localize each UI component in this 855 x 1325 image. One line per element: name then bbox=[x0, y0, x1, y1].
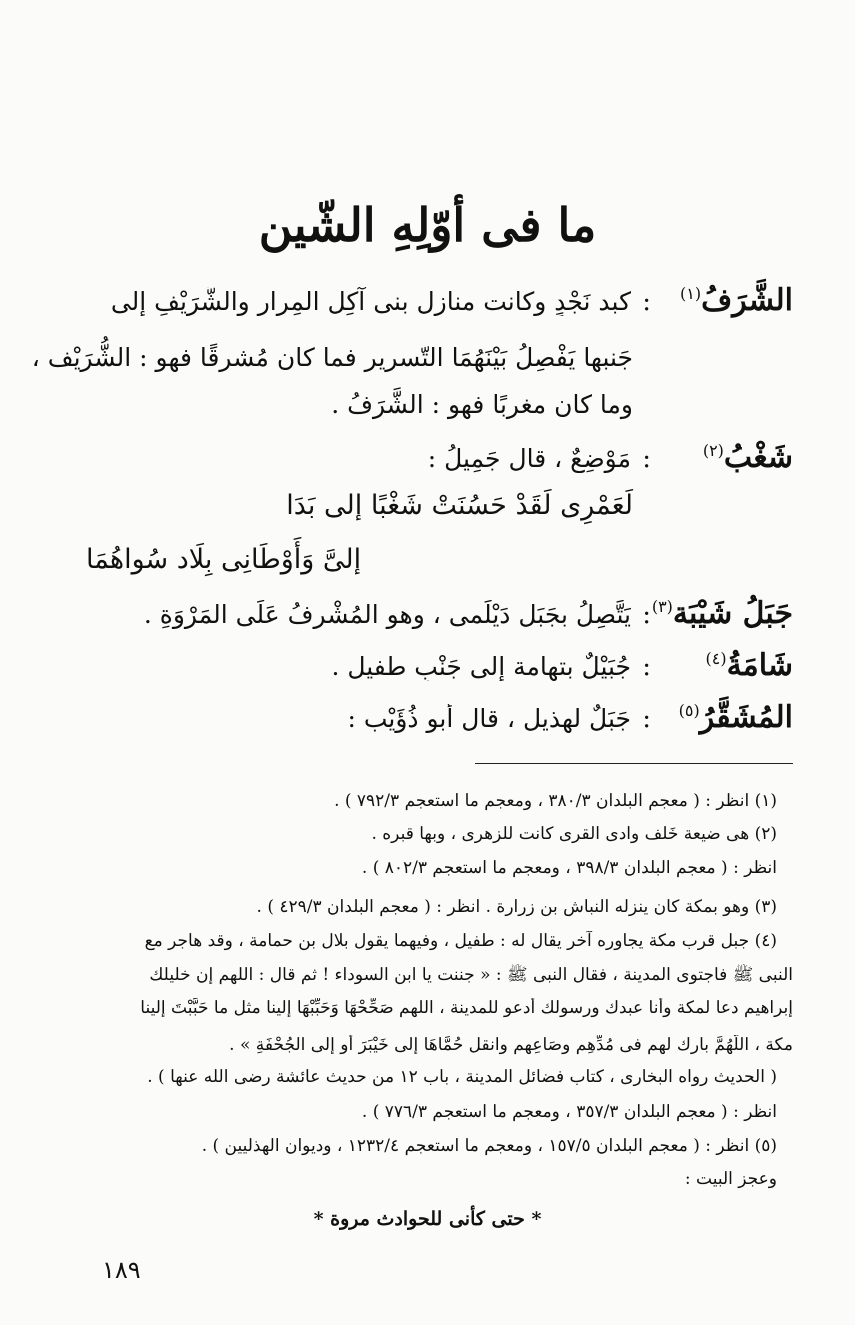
footnote-line: ( الحديث رواه البخارى ، كتاب فضائل المدينة ، باب ١٢ من حديث عائشة رضى الله عنها ) . bbox=[147, 1067, 777, 1087]
footnote-ref: (٥) bbox=[678, 701, 700, 720]
footnote-divider bbox=[475, 763, 793, 764]
entry-definition: جَبَلٌ لهذيل ، قال أبو ذُؤَيْب : bbox=[347, 704, 631, 733]
footnote-line: (٢) هى ضيعة خَلف وادى القرى كانت للزهرى ، وبها قبره . bbox=[371, 824, 777, 844]
footnote-line: إبراهيم دعا لمكة وأنا عبدك ورسولك أدعو للمدينة ، اللهم صَحِّحْهَا وَحَبِّبْهَا إلينا مثل ما حَبَّبْتَ إلينا bbox=[140, 998, 793, 1018]
footnote-ref: (١) bbox=[680, 284, 702, 303]
entry-definition: جُبَيْلٌ بتهامة إلى جَنْبِ طفيل . bbox=[331, 652, 631, 681]
entry-shaghb bbox=[70, 440, 793, 494]
footnote-ref: (٢) bbox=[702, 441, 724, 460]
entry-colon: : bbox=[642, 444, 651, 474]
entry-al-sharaf bbox=[70, 283, 793, 337]
entry-headword: المُشَقَّرُ$^{(٥)}$ bbox=[678, 700, 793, 735]
entry-headword: شَامَةُ$^{(٤)}$ bbox=[705, 648, 793, 683]
footnote-line: النبى ﷺ فاجتوى المدينة ، فقال النبى ﷺ : « جننت يا ابن السوداء ! ثم قال : اللهم إن خليلك bbox=[149, 965, 793, 985]
footnote-line: انظر : ( معجم البلدان ٣٩٨/٣ ، ومعجم ما استعجم ٨٠٢/٣ ) . bbox=[361, 858, 777, 878]
footnote-ref: (٣) bbox=[651, 597, 673, 616]
footnote-line: وعجز البيت : bbox=[684, 1169, 777, 1189]
footnote-line: (٥) انظر : ( معجم البلدان ١٥٧/٥ ، ومعجم ما استعجم ١٢٣٢/٤ ، وديوان الهذليين ) . bbox=[201, 1136, 777, 1156]
page-title: ما فى أوّلِهِ الشّين bbox=[258, 198, 597, 252]
entry-definition: مَوْضِعٌ ، قال جَمِيلُ : bbox=[427, 444, 631, 473]
entry-colon: : bbox=[642, 652, 651, 682]
entry-al-mushaqqar bbox=[70, 700, 793, 754]
quoted-hemistich: * حتى كأنى للحوادث مروة * bbox=[313, 1208, 542, 1230]
entry-colon: : bbox=[642, 287, 651, 317]
footnote-line: (١) انظر : ( معجم البلدان ٣٨٠/٣ ، ومعجم ما استعجم ٧٩٢/٣ ) . bbox=[334, 791, 777, 811]
entry-definition: يَتَّصِلُ بجَبَلِ دَيْلَمى ، وهو المُشْرِفُ عَلَى المَرْوَةِ . bbox=[143, 600, 631, 629]
entry-shama bbox=[70, 648, 793, 702]
entry-colon: : bbox=[642, 600, 651, 630]
entry-colon: : bbox=[642, 704, 651, 734]
footnote-ref: (٤) bbox=[705, 649, 727, 668]
page-number: ١٨٩ bbox=[102, 1256, 141, 1284]
footnote-line: انظر : ( معجم البلدان ٣٥٧/٣ ، ومعجم ما استعجم ٧٧٦/٣ ) . bbox=[361, 1102, 777, 1122]
footnote-line: (٤) جبل قرب مكة يجاوره آخر يقال له : طفيل ، وفيهما يقول بلال بن حمامة ، وقد هاجر مع bbox=[144, 931, 777, 951]
footnote-line: مكة ، اللَّهُمَّ بارك لهم فى مُدِّهِم وصَاعِهِم وانقل حُمَّاهَا إلى خَيْبَرَ أو إلى الجُحْفَةِ » . bbox=[229, 1035, 793, 1055]
entry-continuation: وما كان مغربًا فهو : الشَّرَفُ . bbox=[331, 390, 633, 419]
entry-headword: الشَّرَفُ$^{(١)}$ bbox=[680, 283, 793, 318]
entry-definition: كبد نَجْدٍ وكانت منازل بنى آكِلِ المِرارِ والشُّرَيْفِ إلى bbox=[110, 287, 631, 316]
entry-headword: شَغْبُ$^{(٢)}$ bbox=[702, 440, 793, 475]
verse-second-hemistich: إلىَّ وَأَوْطَانِى بِلَاد سُواهُمَا bbox=[86, 544, 362, 575]
entry-continuation: جَنبها يَفْصِلُ بَيْنَهُمَا التّسرير فما كان مُشرقًا فهو : الشُّرَيْف ، bbox=[31, 343, 633, 372]
entry-headword: جَبَلُ شَيْبَة$^{(٣)}$ bbox=[651, 596, 793, 631]
entry-jabal-shayba bbox=[70, 596, 793, 650]
verse-first-hemistich: لَعَمْرِى لَقَدْ حَسُنَتْ شَغْبًا إلى بَدَا bbox=[286, 490, 633, 521]
footnote-line: (٣) وهو بمكة كان ينزله النباش بن زرارة . انظر : ( معجم البلدان ٤٢٩/٣ ) . bbox=[256, 897, 777, 917]
